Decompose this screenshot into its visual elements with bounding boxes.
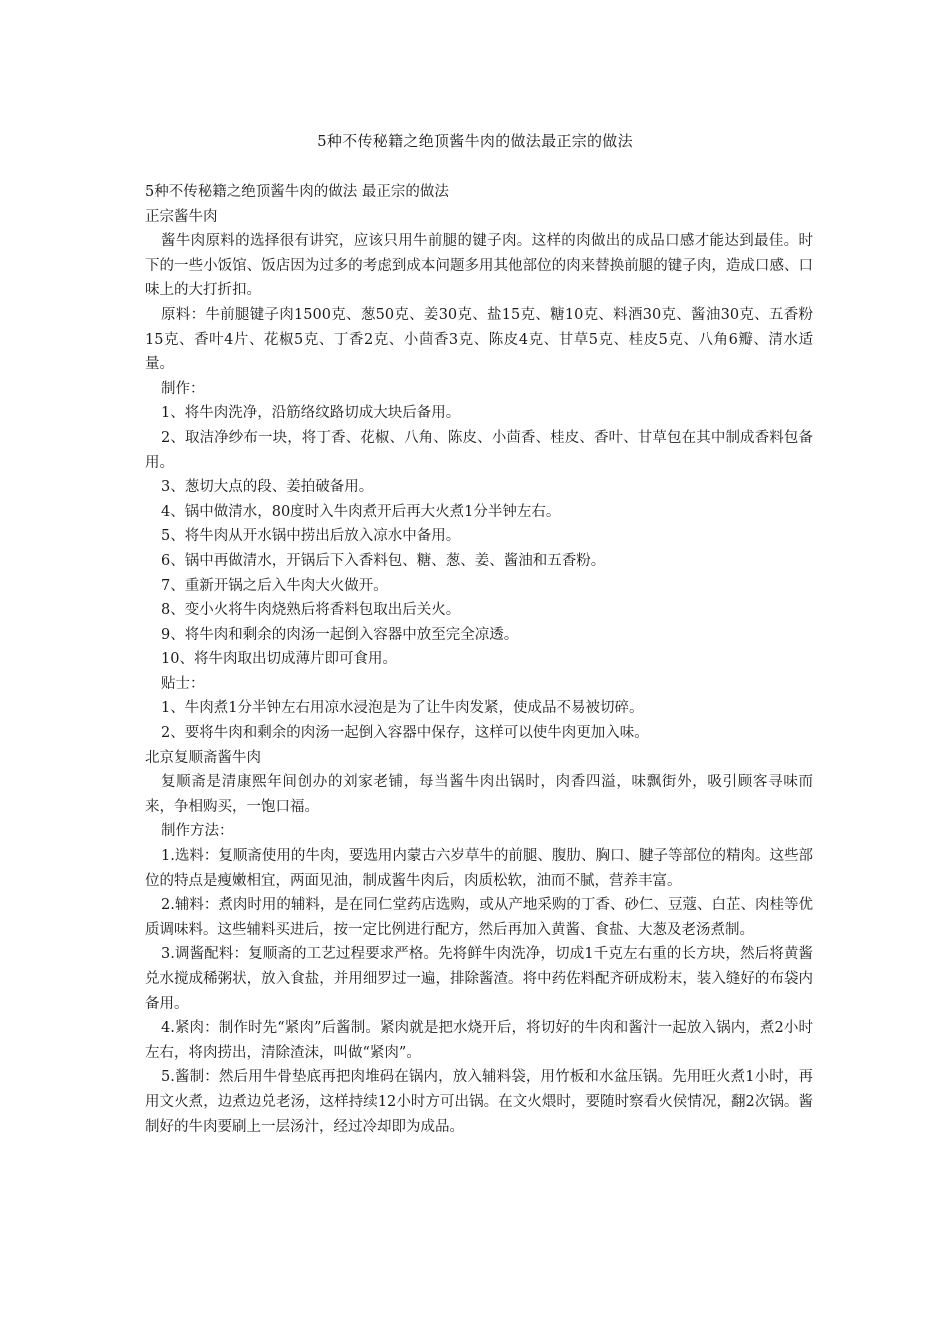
list-item: 1、牛肉煮1分半钟左右用凉水浸泡是为了让牛肉发紧，使成品不易被切碎。 bbox=[161, 700, 644, 717]
list-item: 10、将牛肉取出切成薄片即可食用。 bbox=[161, 651, 397, 668]
document-body bbox=[145, 180, 813, 1139]
list-item: 2.辅料：煮肉时用的辅料，是在同仁堂药店选购，或从产地采购的丁香、砂仁、豆蔻、白芷、肉桂等优质调味料。这些辅料买进后，按一定比例进行配方，然后再加入黄酱、食盐、大葱及老汤煮制。 bbox=[145, 897, 813, 938]
paragraph: 复顺斋是清康熙年间创办的刘家老铺，每当酱牛肉出锅时，肉香四溢，味飘街外，吸引顾客寻味而来，争相购买，一饱口福。 bbox=[145, 774, 813, 815]
list-item: 5、将牛肉从开水锅中捞出后放入凉水中备用。 bbox=[161, 528, 461, 545]
list-item: 3.调酱配料：复顺斋的工艺过程要求严格。先将鲜牛肉洗净，切成1千克左右重的长方块，然后将黄酱兑水搅成稀粥状，放入食盐，并用细罗过一遍，排除酱渣。将中药佐料配齐研成粉末，装入缝好的布袋内备用。 bbox=[145, 946, 813, 1012]
list-item: 5.酱制：然后用牛骨垫底再把肉堆码在锅内，放入辅料袋，用竹板和水盆压锅。先用旺火煮1小时，再用文火煮，边煮边兑老汤，这样持续12小时方可出锅。在文火煨时，要随时察看火侯情况，翻2次锅。酱制好的牛肉要刷上一层汤汁，经过冷却即为成品。 bbox=[145, 1069, 813, 1135]
paragraph: 酱牛肉原料的选择很有讲究，应该只用牛前腿的键子肉。这样的肉做出的成品口感才能达到最佳。时下的一些小饭馆、饭店因为过多的考虑到成本问题多用其他部位的肉来替换前腿的键子肉，造成口感、口味上的大打折扣。 bbox=[145, 233, 813, 299]
list-item: 3、葱切大点的段、姜拍破备用。 bbox=[161, 479, 374, 496]
method-label: 制作方法： bbox=[161, 823, 234, 840]
list-item: 4、锅中做清水，80度时入牛肉煮开后再大火煮1分半钟左右。 bbox=[161, 503, 561, 520]
list-item: 2、取洁净纱布一块，将丁香、花椒、八角、陈皮、小茴香、桂皮、香叶、甘草包在其中制成香料包备用。 bbox=[145, 429, 813, 471]
section-heading: 正宗酱牛肉 bbox=[145, 208, 218, 225]
list-item: 6、锅中再做清水，开锅后下入香料包、糖、葱、姜、酱油和五香粉。 bbox=[161, 552, 606, 569]
list-item: 9、将牛肉和剩余的肉汤一起倒入容器中放至完全凉透。 bbox=[161, 626, 519, 643]
steps-label: 制作： bbox=[161, 380, 205, 397]
document-title: 5种不传秘籍之绝顶酱牛肉的做法最正宗的做法 bbox=[317, 132, 633, 150]
list-item: 2、要将牛肉和剩余的肉汤一起倒入容器中保存，这样可以使牛肉更加入味。 bbox=[161, 725, 649, 742]
list-item: 7、重新开锅之后入牛肉大火做开。 bbox=[161, 577, 388, 594]
list-item: 1、将牛肉洗净，沿筋络纹路切成大块后备用。 bbox=[161, 405, 461, 422]
list-item: 1.选料：复顺斋使用的牛肉，要选用内蒙古六岁草牛的前腿、腹肋、胸口、腱子等部位的精肉。这些部位的特点是瘦嫩相宜，两面见油，制成酱牛肉后，肉质松软，油而不腻，营养丰富。 bbox=[145, 848, 813, 889]
list-item: 8、变小火将牛肉烧熟后将香料包取出后关火。 bbox=[161, 602, 461, 619]
section-heading: 北京复顺斋酱牛肉 bbox=[145, 749, 261, 766]
list-item: 4.紧肉：制作时先“紧肉”后酱制。紧肉就是把水烧开后，将切好的牛肉和酱汁一起放入锅内，煮2小时左右，将肉捞出，清除渣沫，叫做“紧肉”。 bbox=[145, 1020, 813, 1061]
ingredients-paragraph: 原料：牛前腿键子肉1500克、葱50克、姜30克、盐15克、糖10克、料酒30克、酱油30克、五香粉15克、香叶4片、花椒5克、丁香2克、小茴香3克、陈皮4克、甘草5克、桂皮5克、八角6瓣、清水适量。 bbox=[145, 306, 813, 373]
tips-label: 贴士： bbox=[161, 675, 205, 692]
document-subtitle: 5种不传秘籍之绝顶酱牛肉的做法 最正宗的做法 bbox=[145, 184, 449, 200]
